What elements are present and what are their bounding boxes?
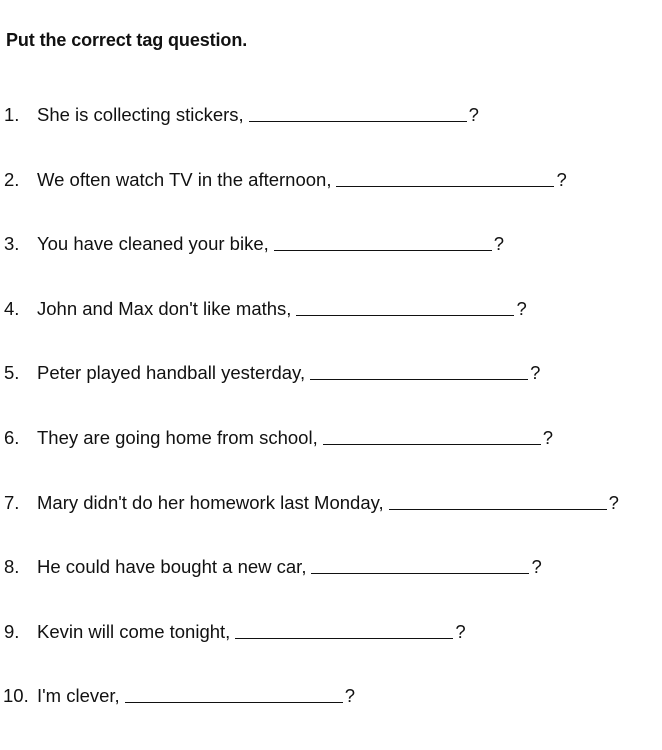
question-item [0,233,662,298]
question-number: 10. [3,685,29,707]
question-item [0,556,662,621]
question-number: 3. [4,233,20,255]
question-sentence: Kevin will come tonight, [37,620,231,642]
question-sentence: John and Max don't like maths, [37,297,292,319]
answer-blank[interactable] [249,104,467,122]
question-item [0,169,662,234]
answer-blank[interactable] [311,556,529,574]
worksheet-title: Put the correct tag question. [6,30,248,50]
question-sentence: Peter played handball yesterday, [37,362,306,384]
question-item [0,104,662,169]
question-sentence: I'm clever, [37,685,120,707]
question-sentence: She is collecting stickers, [37,104,244,125]
question-item [0,492,662,557]
question-mark: ? [608,491,619,513]
answer-blank[interactable] [274,233,492,251]
answer-blank[interactable] [125,685,343,703]
question-item [0,621,662,686]
question-item [0,298,662,363]
question-number: 8. [4,556,20,578]
question-mark: ? [530,362,541,384]
question-mark: ? [344,685,355,707]
question-sentence: You have cleaned your bike, [37,233,269,255]
question-number: 5. [4,362,20,384]
question-mark: ? [468,104,479,125]
answer-blank[interactable] [389,492,607,510]
answer-blank[interactable] [296,298,514,316]
question-item [0,362,662,427]
question-number: 4. [4,297,20,319]
answer-blank[interactable] [235,621,453,639]
question-sentence: He could have bought a new car, [37,556,307,578]
question-sentence: Mary didn't do her homework last Monday, [37,491,384,513]
question-item [0,427,662,492]
question-number: 1. [4,104,20,125]
question-mark: ? [455,620,466,642]
answer-blank[interactable] [336,169,554,187]
question-number: 2. [4,168,20,190]
question-sentence: They are going home from school, [37,426,318,448]
question-list [0,104,662,750]
question-number: 9. [4,620,20,642]
question-mark: ? [516,297,527,319]
question-item [0,685,662,750]
question-mark: ? [542,426,554,448]
question-number: 7. [4,491,20,513]
answer-blank[interactable] [323,427,541,445]
question-mark: ? [556,168,567,190]
question-mark: ? [493,233,505,255]
question-number: 6. [4,426,20,448]
question-sentence: We often watch TV in the afternoon, [37,168,332,190]
question-mark: ? [531,556,542,578]
answer-blank[interactable] [310,362,528,380]
